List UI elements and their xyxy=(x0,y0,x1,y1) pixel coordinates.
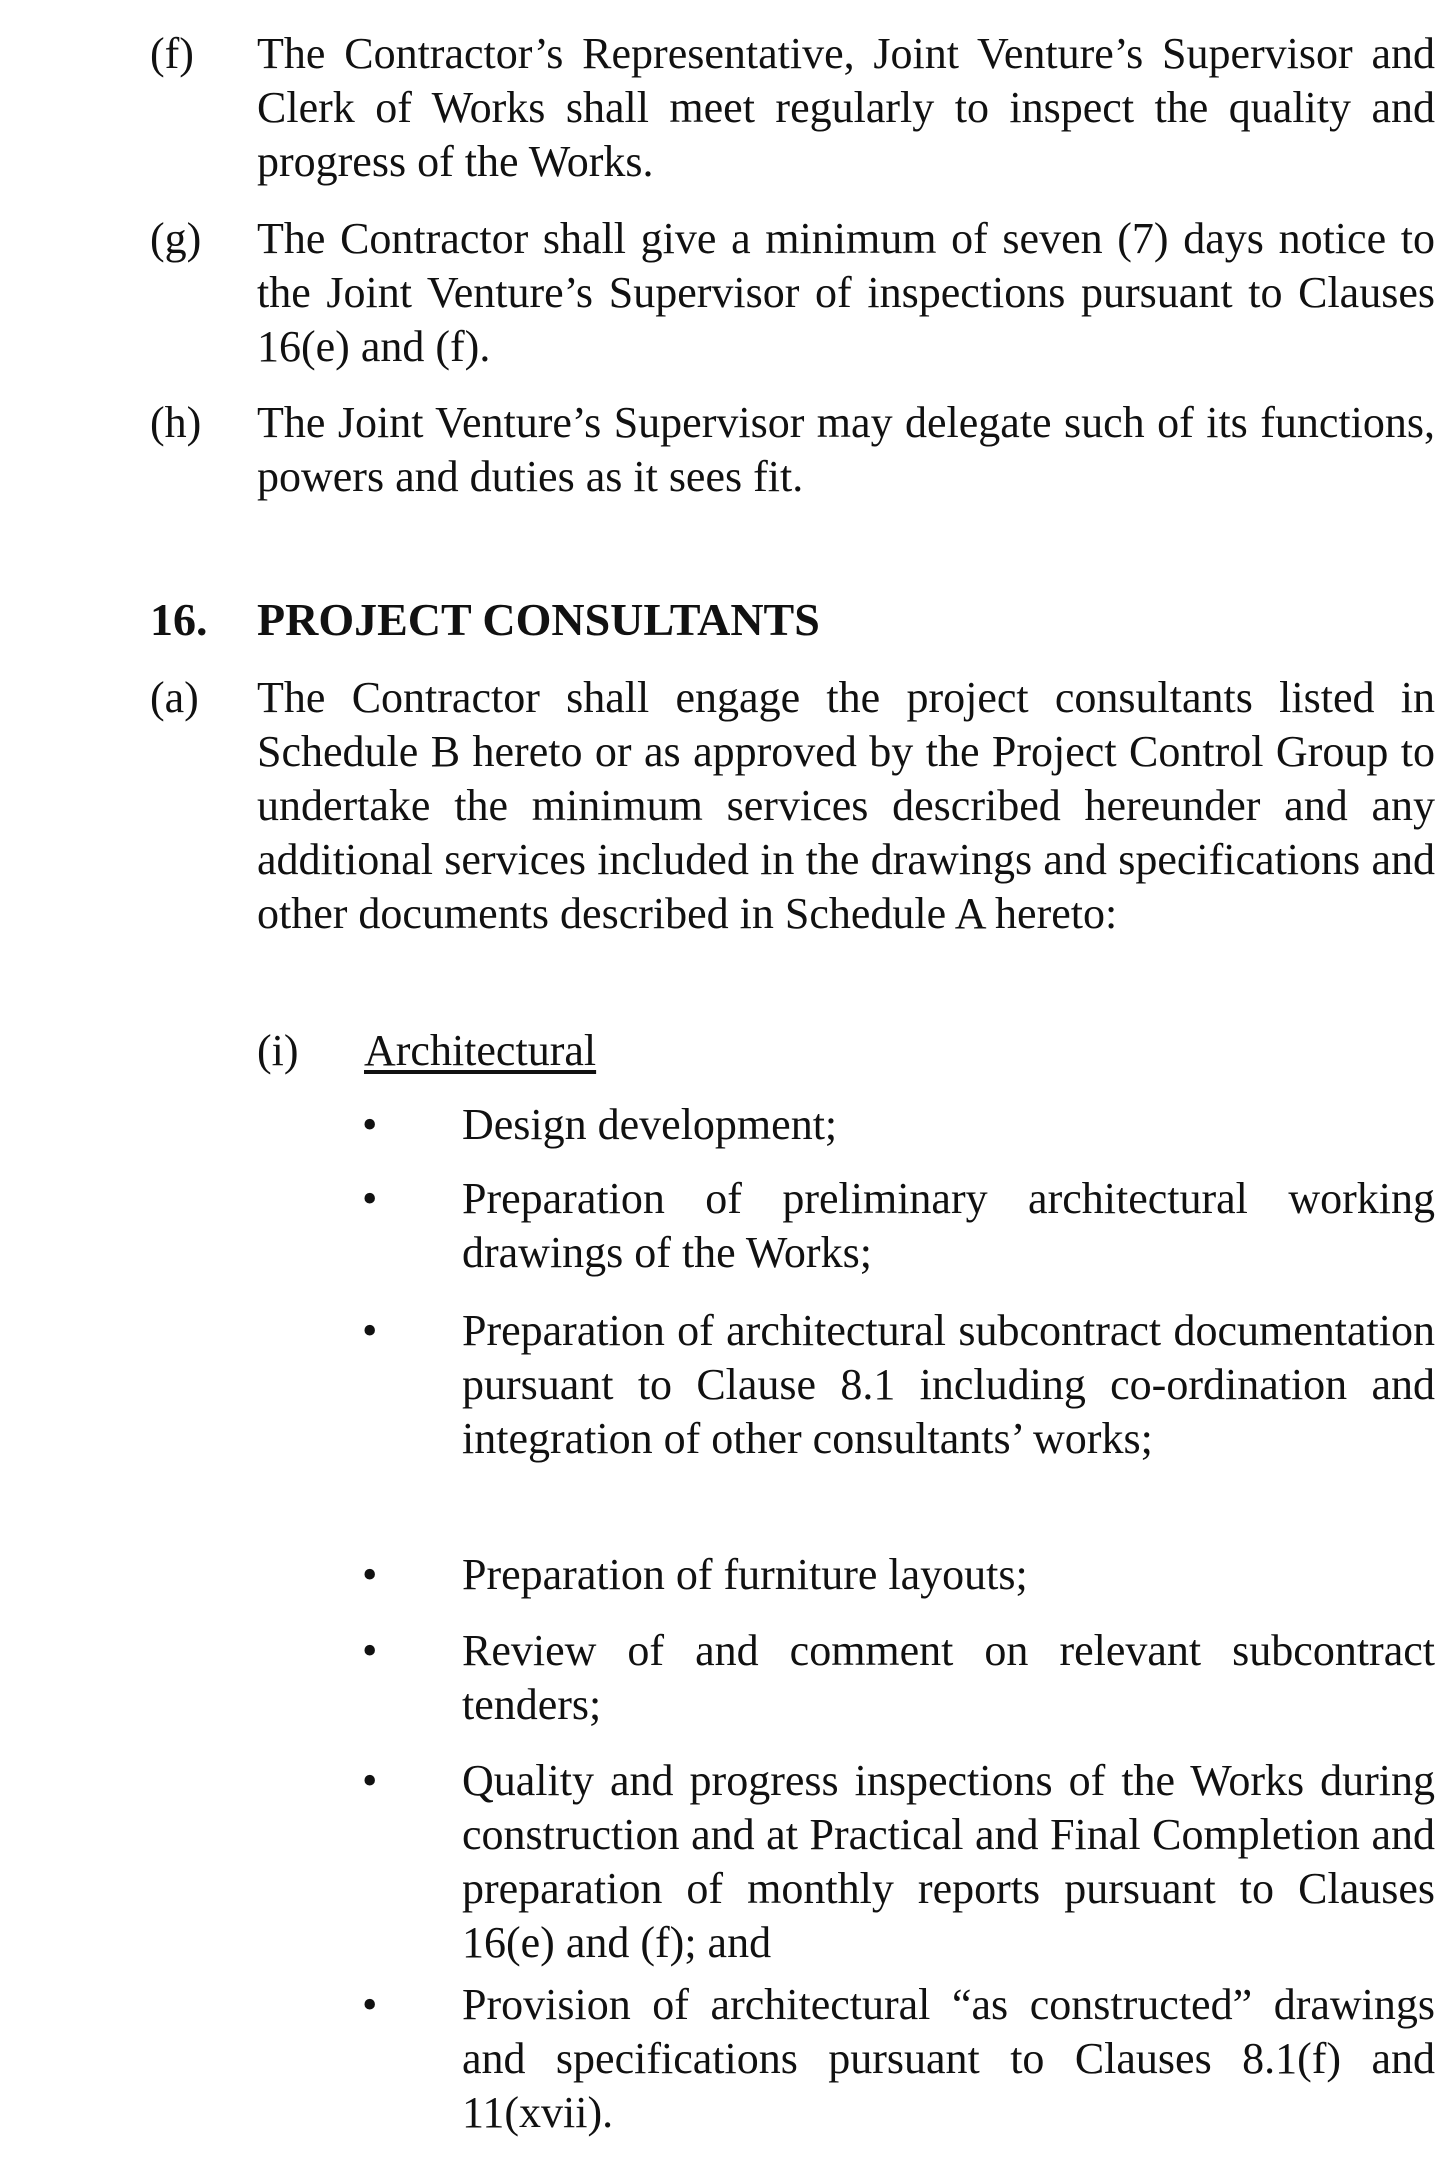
bullet-text: Preparation of architectural subcontract documentation pursuant to Clause 8.1 including co-ordination and integration of other consultants’ works; xyxy=(462,1306,1435,1463)
bullet-text: Design development; xyxy=(462,1100,838,1149)
bullet-point: • xyxy=(362,1174,378,1223)
bullet-item xyxy=(362,1304,1435,1466)
clause-g-label: (g) xyxy=(150,214,202,263)
clause-h-label: (h) xyxy=(150,398,202,447)
clause-a xyxy=(150,671,1435,941)
bullet-item xyxy=(362,1548,1435,1602)
clause-f-text: The Contractor’s Representative, Joint Venture’s Supervisor and Clerk of Works shall meet regularly to inspect the quality and progress of the Works. xyxy=(257,29,1435,186)
bullet-point: • xyxy=(362,1306,378,1355)
bullet-point: • xyxy=(362,1550,378,1599)
clause-a-text: The Contractor shall engage the project consultants listed in Schedule B hereto or as approved by the Project Control Group to undertake the minimum services described hereunder and any additional services included in the drawings and specifications and other documents described in Schedule A hereto: xyxy=(257,673,1435,938)
subclause-label: (i) xyxy=(257,1026,299,1075)
bullet-item xyxy=(362,1172,1435,1280)
clause-h xyxy=(150,396,1435,504)
subclause-title: Architectural xyxy=(364,1026,597,1075)
bullet-point: • xyxy=(362,1626,378,1675)
clause-f xyxy=(150,27,1435,189)
bullet-text: Quality and progress inspections of the Works during construction and at Practical and Final Completion and preparation of monthly reports pursuant to Clauses 16(e) and (f); and xyxy=(462,1756,1435,1967)
section-number: 16. xyxy=(150,594,208,645)
bullet-item xyxy=(362,1754,1435,1970)
bullet-item xyxy=(362,1978,1435,2140)
bullet-point: • xyxy=(362,1756,378,1805)
bullet-item xyxy=(362,1098,1435,1152)
section-title: PROJECT CONSULTANTS xyxy=(257,594,820,645)
bullet-text: Provision of architectural “as constructed” drawings and specifications pursuant to Clauses 8.1(f) and 11(xvii). xyxy=(462,1980,1435,2137)
clause-g xyxy=(150,212,1435,374)
clause-g-text: The Contractor shall give a minimum of seven (7) days notice to the Joint Venture’s Supervisor of inspections pursuant to Clauses 16(e) and (f). xyxy=(257,214,1435,371)
bullet-point: • xyxy=(362,1980,378,2029)
bullet-text: Preparation of preliminary architectural working drawings of the Works; xyxy=(462,1174,1435,1277)
bullet-text: Review of and comment on relevant subcontract tenders; xyxy=(462,1626,1435,1729)
clause-f-label: (f) xyxy=(150,29,194,78)
clause-a-label: (a) xyxy=(150,673,199,722)
clause-h-text: The Joint Venture’s Supervisor may delegate such of its functions, powers and duties as it sees fit. xyxy=(257,398,1435,501)
bullet-point: • xyxy=(362,1100,378,1149)
bullet-text: Preparation of furniture layouts; xyxy=(462,1550,1028,1599)
bullet-item xyxy=(362,1624,1435,1732)
